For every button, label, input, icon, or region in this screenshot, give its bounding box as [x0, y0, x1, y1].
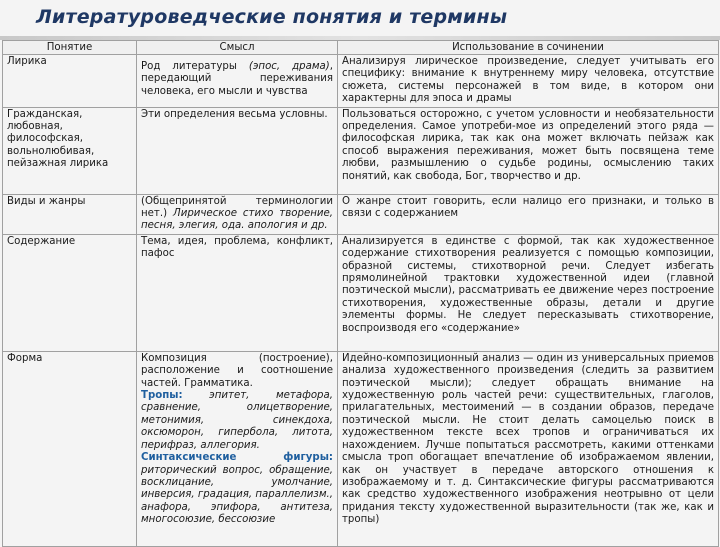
table-row: [3, 234, 719, 351]
header-usage: Использование в сочинении: [338, 41, 719, 55]
meaning-cell: [137, 55, 338, 108]
table-row: [3, 107, 719, 194]
table-row: [3, 194, 719, 234]
tropes-paragraph: [141, 390, 333, 452]
meaning-text: Род литературы: [141, 61, 249, 72]
concept-cell: Гражданская, любовная, философская, вольнолюбивая, пейзажная лирика: [3, 107, 137, 194]
meaning-text: (Общепринятой терминологии нет.): [141, 195, 333, 220]
figures-label: Синтаксические фигуры:: [141, 452, 333, 464]
table-row: [3, 55, 719, 108]
tropes-list: эпитет, метафора, сравнение, олицетворение, метонимия, синекдоха, оксюморон, гипербола, литота, перифраз, аллегория.: [141, 390, 333, 451]
figures-paragraph: [141, 452, 333, 526]
concept-cell: Лирика: [3, 55, 137, 108]
header-meaning: Смысл: [137, 41, 338, 55]
tropes-label: Тропы:: [141, 390, 183, 402]
meaning-text: , передающий переживания человека, его мысли и чувства: [141, 61, 333, 97]
meaning-italic-text: Лирическое стихо творение, песня, элегия, ода. апология и др.: [141, 208, 333, 232]
usage-cell: Пользоваться осторожно, с учетом условности и необязательности определения. Самое употреби-мое из определений этого ряда — философская лирика, так как она может включать пейзаж как способ выражения переживания, может быть посвящена теме любви, размышлению о судьбе родины, осмыслению таких понятий, как свобода, Бог, творчество и др.: [338, 107, 719, 194]
usage-cell: О жанре стоит говорить, если налицо его признаки, и только в связи с содержанием: [338, 194, 719, 234]
terms-table: [2, 40, 719, 547]
concept-cell: Содержание: [3, 234, 137, 351]
usage-cell: Анализируется в единстве с формой, так как художественное содержание стихотворения реализуется с помощью композиции, образной системы, стихотворной речи. Следует избегать прямолинейной трактовки художественной идеи (главной поэтической мысли), рассматривать ее движение через построение стихотворения, художественные образы, детали и другие элементы формы. Не следует пересказывать стихотворение, воспроизводя его «содержание»: [338, 234, 719, 351]
meaning-cell: [137, 194, 338, 234]
meaning-cell: [137, 351, 338, 546]
table-row: [3, 351, 719, 546]
usage-cell: Анализируя лирическое произведение, следует учитывать его специфику: внимание к внутреннему миру человека, отсутствие сюжета, системы персонажей в том виде, в котором они характерны для эпоса и драмы: [338, 55, 719, 108]
header-concept: Понятие: [3, 41, 137, 55]
concept-cell: Виды и жанры: [3, 194, 137, 234]
usage-cell: Идейно-композиционный анализ — один из универсальных приемов анализа художественного произведения (следить за развитием поэтической мысли); следует обращать внимание на художественную роль частей речи: существительных, глаголов, прилагательных, местоимений — в создании образов, передаче поэтической мысли. Не стоит делать самоцелью поиск в художественном тексте всех тропов и ограничиваться их нахождением. Лучше попытаться рассмотреть, какими оттенками смысла троп обогащает впечатление об изображаемом явлении, как он участвует в передаче авторского отношения к изображаемому и т. д. Синтаксические фигуры рассматриваются как средство художественного изображения неотрывно от цели придания тексту художественной выразительности (так же, как и тропы): [338, 351, 719, 546]
page-title: Литературоведческие понятия и термины: [36, 6, 508, 28]
concept-cell: Форма: [3, 351, 137, 546]
table-header-row: [3, 41, 719, 55]
meaning-italic-text: (эпос, драма): [248, 61, 330, 72]
meaning-cell: Тема, идея, проблема, конфликт, пафос: [137, 234, 338, 351]
meaning-text: Композиция (построение), расположение и соотношение частей. Грамматика.: [141, 352, 333, 389]
meaning-cell: Эти определения весьма условны.: [137, 107, 338, 194]
figures-list: риторический вопрос, обращение, восклицание, умолчание, инверсия, градация, параллелизм., анафора, эпифора, антитеза, многосоюзие, бессоюзие: [141, 464, 333, 526]
